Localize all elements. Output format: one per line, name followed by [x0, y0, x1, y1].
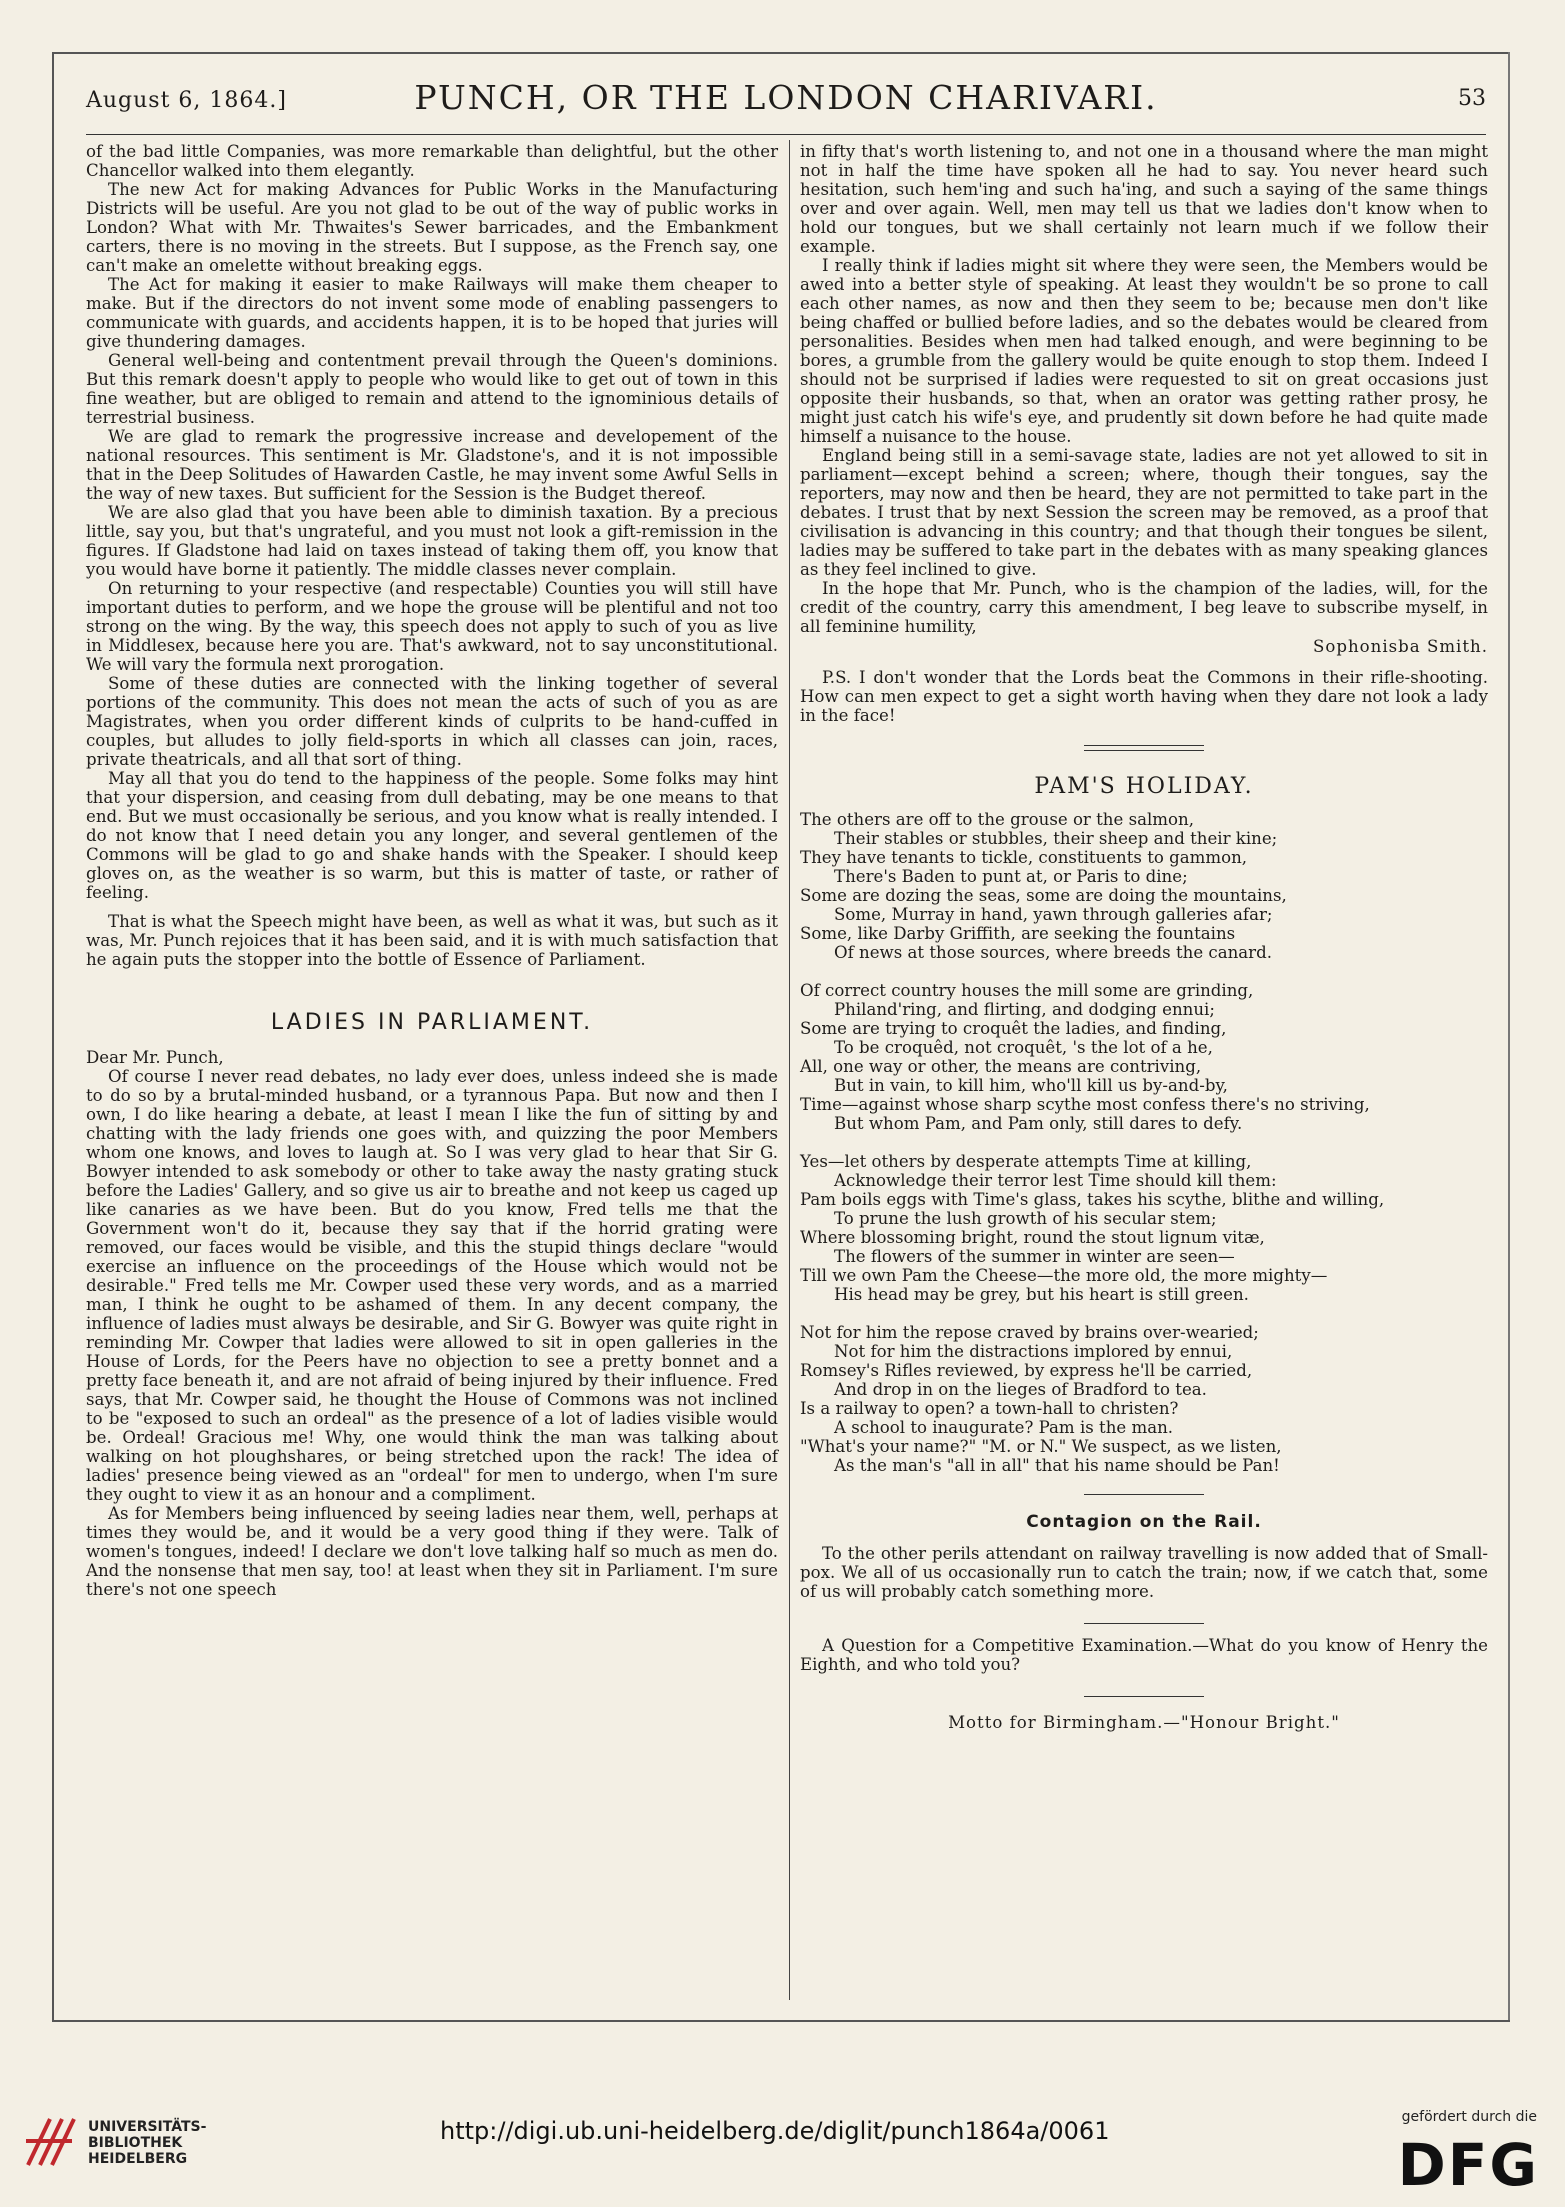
paragraph: May all that you do tend to the happiness of the people. Some folks may hint that your dispersion, and ceasing from dull debating, may be one means to that end. But we must occasionally be serious, and you know what is really intended. I do not know that I need detain you any longer, and several gentlemen of the Commons will be glad to go and shake hands with the Speaker. I should keep gloves on, as the weather is so warm, but this is matter of taste, or rather of feeling.	[86, 769, 778, 902]
section-divider	[1084, 1623, 1204, 1624]
frame-bottom-border	[52, 2020, 1510, 2022]
library-name	[88, 2119, 206, 2167]
paragraph: To the other perils attendant on railway travelling is now added that of Small-pox. We all of us occasionally run to catch the train; now, if we catch that, some of us will probably catch something more.	[800, 1544, 1488, 1601]
section-divider	[1084, 1696, 1204, 1697]
poem-line: But whom Pam, and Pam only, still dares to defy.	[834, 1114, 1243, 1133]
poem-line: Acknowledge their terror lest Time should kill them:	[834, 1171, 1277, 1190]
library-name-line: BIBLIOTHEK	[88, 2135, 183, 2151]
paragraph: Some of these duties are connected with the linking together of several portions of the community. This does not mean the acts of such of you as are Magistrates, when you order different kinds of culprits to be hand-cuffed in couples, but alludes to jolly field-sports in which all classes can join, races, private theatricals, and all that sort of thing.	[86, 674, 778, 769]
poem-line: Where blossoming bright, round the stout lignum vitæ,	[800, 1228, 1265, 1247]
right-column	[800, 142, 1488, 1732]
poem-line: And drop in on the lieges of Bradford to tea.	[834, 1380, 1207, 1399]
poem-line: Pam boils eggs with Time's glass, takes his scythe, blithe and willing,	[800, 1190, 1385, 1209]
poem-line: Till we own Pam the Cheese—the more old, the more mighty—	[800, 1266, 1328, 1285]
poem-line: There's Baden to punt at, or Paris to dine;	[834, 867, 1188, 886]
poem-line: Their stables or stubbles, their sheep and their kine;	[834, 829, 1278, 848]
left-column	[86, 142, 778, 1599]
paragraph: On returning to your respective (and respectable) Counties you will still have important duties to perform, and we hope the grouse will be plentiful and not too strong on the wing. By the way, this speech does not apply to such of you as live in Middlesex, because here you are. That's awkward, not to say unconstitutional. We will vary the formula next prorogation.	[86, 579, 778, 674]
poem-line: All, one way or other, the means are contriving,	[800, 1057, 1202, 1076]
poem-line: As the man's "all in all" that his name should be Pan!	[834, 1456, 1280, 1475]
masthead-title: PUNCH, OR THE LONDON CHARIVARI.	[414, 78, 1158, 117]
paragraph: In the hope that Mr. Punch, who is the champion of the ladies, will, for the credit of the country, carry this amendment, I beg leave to subscribe myself, in all feminine humility,	[800, 579, 1488, 636]
poem-line: The flowers of the summer in winter are seen—	[834, 1247, 1235, 1266]
library-name-line: HEIDELBERG	[88, 2151, 188, 2167]
issue-date: August 6, 1864.]	[86, 88, 287, 113]
page-header	[86, 74, 1486, 124]
poem-line: Some are trying to croquêt the ladies, and finding,	[800, 1019, 1227, 1038]
poem	[800, 810, 1488, 1475]
paragraph: We are also glad that you have been able to diminish taxation. By a precious little, say you, but that's ungrateful, and you must not look a gift-remission in the figures. If Gladstone had laid on taxes instead of taking them off, you know that you would have borne it patiently. The middle classes never complain.	[86, 503, 778, 579]
poem-stanza	[800, 810, 1488, 962]
poem-line: Of news at those sources, where breeds the canard.	[834, 943, 1273, 962]
paragraph: in fifty that's worth listening to, and not one in a thousand where the man might not in half the time have spoken all he had to say. You never heard such hesitation, such hem'ing and such ha'ing, and such a saying of the same things over and over again. Well, men may tell us that we ladies don't know when to hold our tongues, but we shall certainly not learn much if we follow their example.	[800, 142, 1488, 256]
poem-line: A school to inaugurate? Pam is the man.	[834, 1418, 1174, 1437]
paragraph: I really think if ladies might sit where they were seen, the Members would be awed into a better style of speaking. At least they wouldn't be so prone to call each other names, as now and then they seem to be; because men don't like being chaffed or bullied before ladies, and so the debates would be cleared from personalities. Besides when men had talked enough, and were beginning to be bores, a grumble from the gallery would be quite enough to stop them. Indeed I should not be surprised if ladies were requested to sit on great occasions just opposite their husbands, so that, when an orator was getting rather prosy, he might just catch his wife's eye, and prudently sit down before he had quite made himself a nuisance to the house.	[800, 256, 1488, 446]
poem-line: To be croquêd, not croquêt, 's the lot of a he,	[834, 1038, 1213, 1057]
university-library-logo-icon	[22, 2111, 78, 2171]
poem-stanza	[800, 1323, 1488, 1475]
newspaper-page	[52, 52, 1510, 2022]
article-heading-contagion: Contagion on the Rail.	[1026, 1512, 1262, 1532]
frame-right-border	[1508, 52, 1510, 2022]
paragraph: The new Act for making Advances for Public Works in the Manufacturing Districts will be useful. Are you not glad to be out of the way of public works in London? What with Mr. Thwaites's Sewer barricades, and the Embankment carters, there is no moving in the streets. But I suppose, as the French say, one can't make an omelette without breaking eggs.	[86, 180, 778, 275]
paragraph: The Act for making it easier to make Railways will make them cheaper to make. But if the directors do not invent some mode of enabling passengers to communicate with guards, and accidents happen, it is to be hoped that juries will give thundering damages.	[86, 275, 778, 351]
paragraph: England being still in a semi-savage state, ladies are not yet allowed to sit in parliament—except behind a screen; where, though their tongues, say the reporters, may now and then be heard, they are not permitted to take part in the debates. I trust that by next Session the screen may be removed, as a proof that civilisation is advancing in this country; and that though their tongues be silent, ladies may be suffered to take part in the debates with as many speaking glances as they feel inclined to give.	[800, 446, 1488, 579]
permalink-url[interactable]: http://digi.ub.uni-heidelberg.de/diglit/punch1864a/0061	[440, 2117, 1110, 2145]
poem-line: Yes—let others by desperate attempts Time at killing,	[800, 1152, 1252, 1171]
poem-line: "What's your name?" "M. or N." We suspect, as we listen,	[800, 1437, 1282, 1456]
section-divider	[1084, 745, 1204, 751]
dfg-logo: DFG	[1397, 2131, 1539, 2199]
poem-line: Some, like Darby Griffith, are seeking the fountains	[800, 924, 1236, 943]
frame-top-border	[52, 52, 1510, 54]
digitization-footer	[0, 2095, 1565, 2207]
paragraph: That is what the Speech might have been, as well as what it was, but such as it was, Mr. Punch rejoices that it has been said, and it is with much satisfaction that he again puts the stopper into the bottle of Essence of Parliament.	[86, 912, 778, 969]
paragraph: of the bad little Companies, was more remarkable than delightful, but the other Chancellor walked into them elegantly.	[86, 142, 778, 180]
page-number: 53	[1458, 86, 1486, 111]
poem-line: Time—against whose sharp scythe most confess there's no striving,	[800, 1095, 1370, 1114]
poem-line: They have tenants to tickle, constituents to gammon,	[800, 848, 1248, 867]
funding-label: gefördert durch die	[1401, 2109, 1537, 2125]
poem-line: His head may be grey, but his heart is still green.	[834, 1285, 1249, 1304]
poem-stanza	[800, 1152, 1488, 1304]
poem-line: Is a railway to open? a town-hall to christen?	[800, 1399, 1179, 1418]
paragraph: We are glad to remark the progressive increase and developement of the national resources. This sentiment is Mr. Gladstone's, and it is not impossible that in the Deep Solitudes of Hawarden Castle, he may invent some Awful Sells in the way of new taxes. But sufficient for the Session is the Budget thereof.	[86, 427, 778, 503]
paragraph: General well-being and contentment prevail through the Queen's dominions. But this remark doesn't apply to people who would like to get out of town in this fine weather, but are obliged to remain and attend to the ignominious details of terrestrial business.	[86, 351, 778, 427]
poem-line: Of correct country houses the mill some are grinding,	[800, 981, 1254, 1000]
poem-line: The others are off to the grouse or the salmon,	[800, 810, 1194, 829]
library-name-line: UNIVERSITÄTS-	[88, 2119, 207, 2135]
section-divider	[1084, 1494, 1204, 1495]
article-heading-ladies-in-parliament: LADIES IN PARLIAMENT.	[270, 1010, 594, 1035]
signature: Sophonisba Smith.	[1313, 637, 1488, 656]
frame-left-border	[52, 52, 54, 2022]
poem-line: Romsey's Rifles reviewed, by express he'll be carried,	[800, 1361, 1253, 1380]
poem-line: Some, Murray in hand, yawn through galleries afar;	[834, 905, 1273, 924]
poem-line: Not for him the distractions implored by ennui,	[834, 1342, 1233, 1361]
poem-line: Some are dozing the seas, some are doing the mountains,	[800, 886, 1287, 905]
postscript: P.S. I don't wonder that the Lords beat the Commons in their rifle-shooting. How can men expect to get a sight worth having when they dare not look a lady in the face!	[800, 668, 1488, 725]
poem-line: Philand'ring, and flirting, and dodging ennui;	[834, 1000, 1215, 1019]
header-rule	[86, 134, 1486, 135]
motto: Motto for Birmingham.—"Honour Bright."	[948, 1713, 1340, 1732]
salutation: Dear Mr. Punch,	[86, 1048, 224, 1067]
paragraph: A Question for a Competitive Examination.—What do you know of Henry the Eighth, and who told you?	[800, 1636, 1488, 1674]
paragraph: As for Members being influenced by seeing ladies near them, well, perhaps at times they would be, and it would be a very good thing if they were. Talk of women's tongues, indeed! I declare we don't love talking half so much as men do. And the nonsense that men say, too! at least when they sit in Parliament. I'm sure there's not one speech	[86, 1504, 778, 1599]
poem-line: To prune the lush growth of his secular stem;	[834, 1209, 1217, 1228]
poem-title: PAM'S HOLIDAY.	[1034, 774, 1254, 799]
paragraph: Of course I never read debates, no lady ever does, unless indeed she is made to do so by a brutal-minded husband, or a tyrannous Papa. But now and then I own, I do like hearing a debate, at least I mean I like the fun of sitting by and chatting with the lady friends one goes with, and quizzing the poor Members whom one knows, and loves to laugh at. So I was very glad to hear that Sir G. Bowyer intended to ask somebody or other to take away the nasty grating stuck before the Ladies' Gallery, and so give us air to breathe and not keep us caged up like canaries as we have been. But do you know, Fred tells me that the Government won't do it, because they say that if the horrid grating were removed, our faces would be visible, and this the stupid things declare "would exercise an influence on the proceedings of the House which would not be desirable." Fred tells me Mr. Cowper used these very words, and as a married man, I think he ought to be ashamed of them. In any decent company, the influence of ladies must always be desirable, and Sir G. Bowyer was quite right in reminding Mr. Cowper that ladies were allowed to sit in open galleries in the House of Lords, for the Peers have no objection to see a pretty bonnet and a pretty face beneath it, and are not afraid of being injured by their influence. Fred says, that Mr. Cowper said, he thought the House of Commons was not inclined to be "exposed to such an ordeal" as the presence of a lot of ladies visible would be. Ordeal! Gracious me! Why, one would think the man was talking about walking on hot ploughshares, or being stretched upon the rack! The idea of ladies' presence being viewed as an "ordeal" for men to undergo, when I'm sure they ought to view it as an honour and a compliment.	[86, 1067, 778, 1504]
poem-line: But in vain, to kill him, who'll kill us by-and-by,	[834, 1076, 1228, 1095]
poem-stanza	[800, 981, 1488, 1133]
poem-line: Not for him the repose craved by brains over-wearied;	[800, 1323, 1259, 1342]
column-divider	[789, 140, 790, 2000]
